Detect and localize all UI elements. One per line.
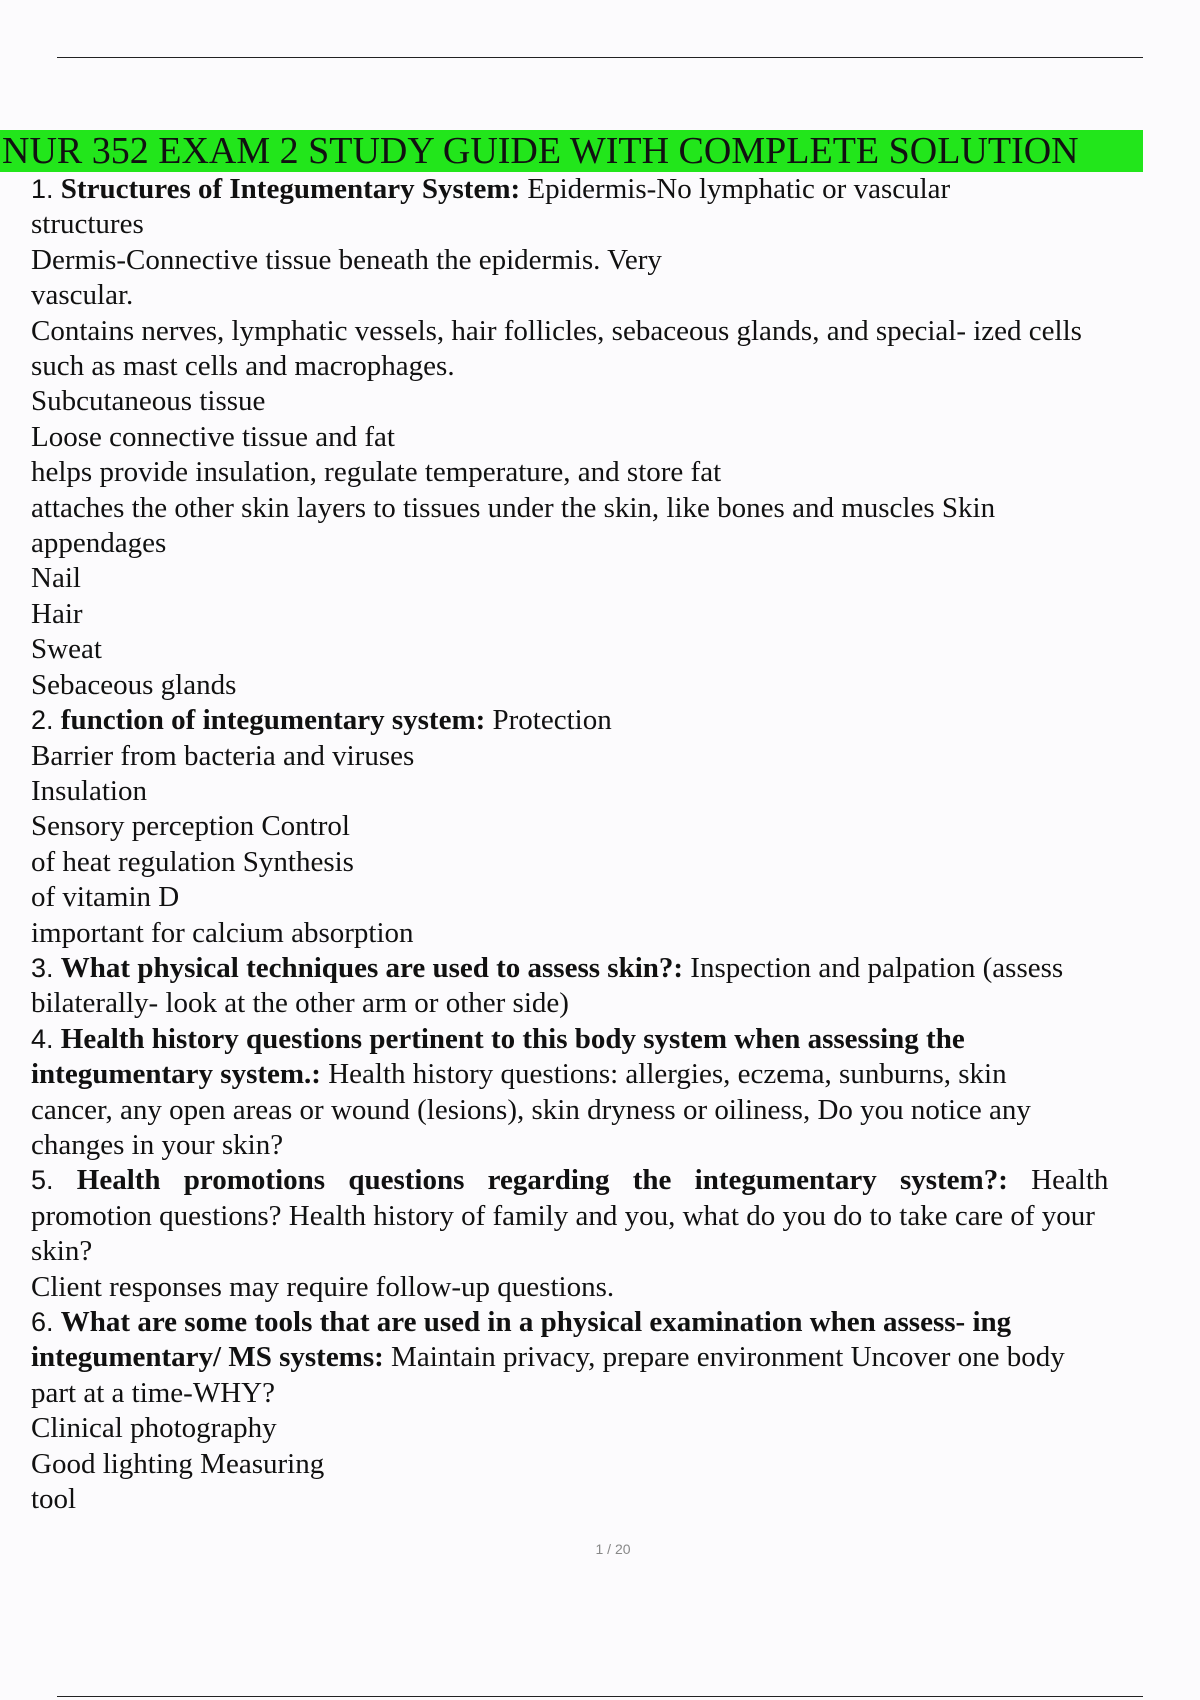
item-number: 1. <box>31 174 54 204</box>
answer-text: Maintain privacy, prepare environment Uncover one body <box>383 1341 1065 1374</box>
item-5-heading <box>31 1163 1200 1198</box>
answer-line: tool <box>31 1483 77 1516</box>
item-number: 5. <box>31 1165 54 1196</box>
answer-text: Protection <box>485 704 612 737</box>
question-text: What are some tools that are used in a physical examination when assess- ing <box>60 1306 1012 1338</box>
item-3-heading <box>31 951 1200 986</box>
answer-line: skin? <box>31 1235 93 1268</box>
question-text-cont: integumentary/ MS systems: <box>31 1341 384 1374</box>
question-text: Health history questions pertinent to this body system when assessing the <box>60 1022 965 1055</box>
answer-line: promotion questions? Health history of family and you, what do you do to take care of your <box>31 1199 1095 1232</box>
item-number: 6. <box>31 1307 54 1337</box>
answer-line: Sensory perception Control <box>31 810 350 843</box>
item-6-heading <box>31 1305 1200 1340</box>
answer-text: Health <box>1007 1164 1109 1197</box>
top-rule <box>57 57 1143 58</box>
question-text: What physical techniques are used to assess skin?: <box>60 951 684 984</box>
document-title: NUR 352 EXAM 2 STUDY GUIDE WITH COMPLETE SOLUTION <box>0 130 1143 172</box>
page-number: 1 / 20 <box>595 1541 631 1557</box>
answer-line: Hair <box>31 597 83 630</box>
item-number: 2. <box>31 705 54 736</box>
answer-line: bilaterally- look at the other arm or other side) <box>31 987 569 1020</box>
answer-line: of vitamin D <box>31 881 180 914</box>
answer-text: Health history questions: allergies, eczema, sunburns, skin <box>320 1058 1007 1091</box>
question-text: Structures of Integumentary System: <box>60 173 521 205</box>
answer-line: important for calcium absorption <box>31 916 414 949</box>
item-number: 4. <box>31 1023 54 1054</box>
answer-line: Clinical photography <box>31 1412 277 1445</box>
answer-line: part at a time-WHY? <box>31 1376 275 1409</box>
answer-line: changes in your skin? <box>31 1128 284 1161</box>
answer-line: Subcutaneous tissue <box>31 385 266 418</box>
item-number: 3. <box>31 952 54 983</box>
answer-line: structures <box>31 208 144 241</box>
item-2-heading <box>31 703 1200 738</box>
item-4-heading <box>31 1022 1200 1057</box>
item-4-heading-cont <box>31 1057 1200 1092</box>
question-text: function of integumentary system: <box>60 704 486 737</box>
answer-line: helps provide insulation, regulate temperature, and store fat <box>31 456 722 489</box>
answer-line: Contains nerves, lymphatic vessels, hair follicles, sebaceous glands, and special- ized cells <box>31 314 1082 347</box>
question-text: Health promotions questions regarding the integumentary system?: <box>76 1164 1008 1197</box>
answer-line: Barrier from bacteria and viruses <box>31 739 415 772</box>
bottom-rule <box>57 1696 1143 1697</box>
answer-line: Good lighting Measuring <box>31 1447 325 1480</box>
item-6-heading-cont <box>31 1340 1200 1375</box>
answer-line: Loose connective tissue and fat <box>31 420 395 453</box>
answer-line: attaches the other skin layers to tissues under the skin, like bones and muscles Skin <box>31 491 996 524</box>
item-1-heading <box>31 172 1200 207</box>
answer-line: Dermis-Connective tissue beneath the epidermis. Very <box>31 243 662 276</box>
answer-text: Epidermis-No lymphatic or vascular <box>520 173 951 205</box>
answer-line: appendages <box>31 527 167 560</box>
answer-line: Insulation <box>31 774 147 807</box>
document-body <box>31 172 1200 1517</box>
question-text-cont: integumentary system.: <box>31 1058 321 1091</box>
answer-line: Sweat <box>31 633 102 666</box>
answer-line: Client responses may require follow-up questions. <box>31 1270 615 1303</box>
answer-line: vascular. <box>31 279 134 312</box>
answer-line: Nail <box>31 562 81 595</box>
answer-line: Sebaceous glands <box>31 668 237 701</box>
answer-text: Inspection and palpation (assess <box>683 951 1064 984</box>
answer-line: cancer, any open areas or wound (lesions), skin dryness or oiliness, Do you notice any <box>31 1093 1031 1126</box>
answer-line: of heat regulation Synthesis <box>31 845 354 878</box>
answer-line: such as mast cells and macrophages. <box>31 350 455 383</box>
